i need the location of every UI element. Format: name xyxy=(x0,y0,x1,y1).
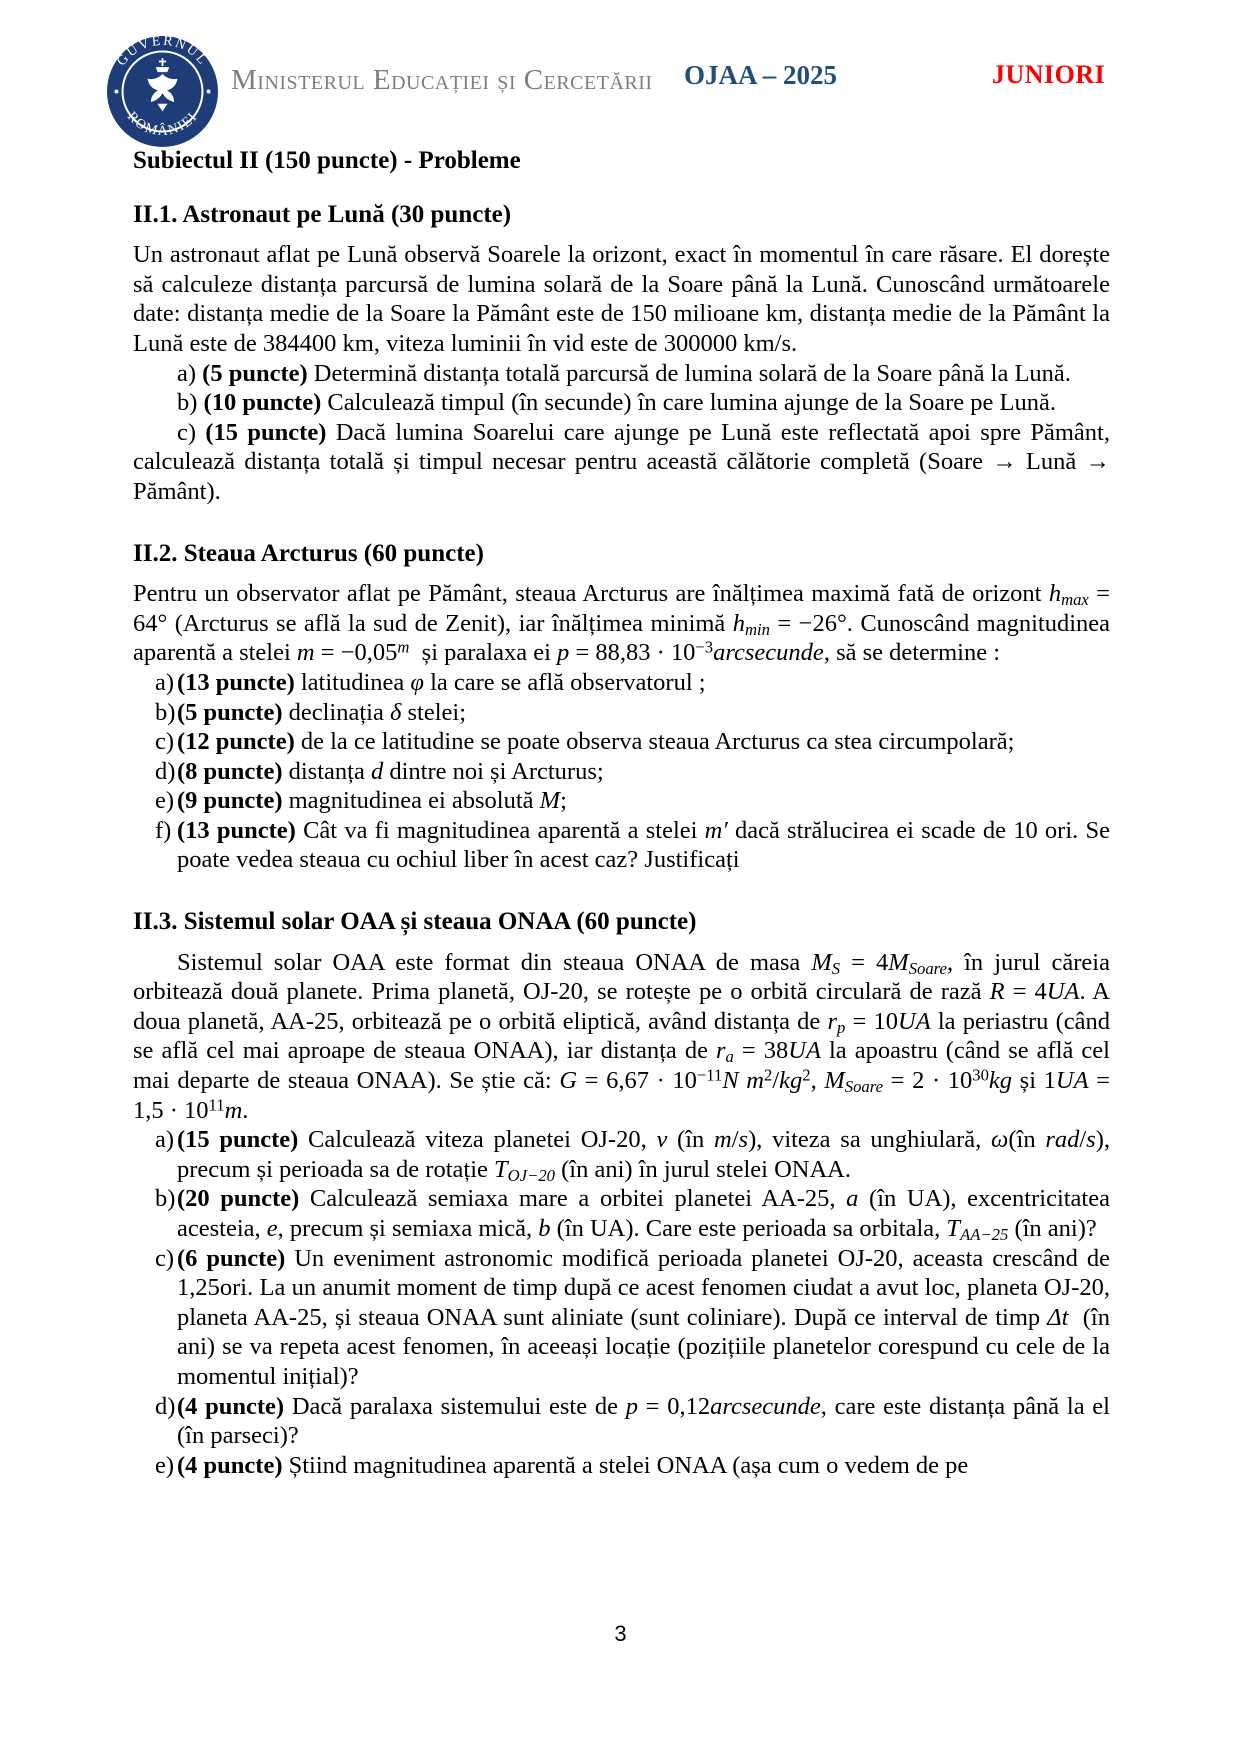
list-item-marker: d) xyxy=(155,757,176,785)
document-content xyxy=(133,146,1110,1480)
list-item xyxy=(155,786,1110,816)
paragraph: a) (5 puncte) Determină distanța totală parcursă de lumina solară de la Soare până la Lună. xyxy=(177,359,1071,387)
paragraph: Un astronaut aflat pe Lună observă Soarele la orizont, exact în momentul în care răsare. El dorește să calculeze distanța parcursă de lumina solară de la Soare până la Lună. Cunoscând următoarele date: distanța medie de la Soare la Pământ este de 150 milioane km, distanța medie de la Pământ la Lună este de 384400 km, viteza luminii în vid este de 300000 km/s. xyxy=(133,241,1110,357)
guvernul-romaniei-logo-icon xyxy=(107,36,218,147)
ministry-title: Ministerul Educației și Cercetării xyxy=(231,64,653,96)
list-item xyxy=(155,816,1110,875)
list-item xyxy=(155,668,1110,698)
paragraph: Pentru un observator aflat pe Pământ, steaua Arcturus are înălțimea maximă fată de orizont $h_{max} = 64^\circ$ (Arcturus se află la sud de Zenit), iar înălțimea minimă $h_{min} = -26^\circ$. Cunoscând magnitudinea aparentă a stelei $m = -0,05^m$ și paralaxa ei $p = 88,83 \cdot 10^{-3}arcsecunde$, să se determine : xyxy=(133,580,1110,667)
list-item xyxy=(155,757,1110,787)
paragraph: Sistemul solar OAA este format din steaua ONAA de masa $M_S = 4M_{Soare}$, în jurul căreia orbitează două planete. Prima planetă, OJ-20, se rotește pe o orbită circulară de rază R = 4UA. A doua planetă, AA-25, orbitează pe o orbită eliptică, având distanța de $r_p = 10UA$ la periastru (când se află cel mai aproape de steaua ONAA), iar distanța de $r_a = 38UA$ la apoastru (când se află cel mai departe de steaua ONAA). Se știe că: $G = 6,67 \cdot 10^{-11}N$ $m^2/kg^2$, $M_{Soare} = 2 \cdot 10^{30}kg$ și $1UA = 1,5 \cdot 10^{11}m$. xyxy=(133,948,1110,1124)
list-item-marker: b) xyxy=(155,698,176,726)
list-item-marker: e) xyxy=(155,787,175,815)
category-label: JUNIORI xyxy=(992,60,1106,89)
logo-bottom-text: ROMÂNIEI xyxy=(123,109,202,139)
list-item-text: (5 puncte) declinația δ stelei; xyxy=(177,698,466,726)
list-item-marker: b) xyxy=(155,1185,176,1213)
list-item-text: (13 puncte) latitudinea φ la care se află observatorul ; xyxy=(177,668,706,696)
list-item-marker: f) xyxy=(155,816,172,844)
list-item xyxy=(155,1392,1110,1451)
list-item-marker: c) xyxy=(155,1244,175,1272)
list-item xyxy=(155,1244,1110,1392)
list-item xyxy=(155,1125,1110,1184)
section-title: II.2. Steaua Arcturus (60 puncte) xyxy=(133,539,484,567)
list-item-marker: a) xyxy=(155,668,175,696)
list-item-text: (20 puncte) Calculează semiaxa mare a orbitei planetei AA-25, a (în UA), excentricitatea acesteia, e, precum și semiaxa mică, b (în UA). Care este perioada sa orbitala, $T_{AA-25}$ (în ani)? xyxy=(177,1185,1110,1245)
list-item-text: (8 puncte) distanța d dintre noi și Arcturus; xyxy=(177,757,604,785)
list-item-text: (6 puncte) Un eveniment astronomic modifică perioada planetei OJ-20, aceasta crescând de 1,25ori. La un anumit moment de timp după ce acest fenomen ciudat a avut loc, planeta OJ-20, planeta AA-25, și steaua ONAA sunt aliniate (sunt coliniare). După ce interval de timp Δt (în ani) se va repeta acest fenomen, în aceeași locație (pozițiile planetelor corespund cu cele de la momentul inițial)? xyxy=(177,1244,1110,1390)
list-item-text: (4 puncte) Dacă paralaxa sistemului este de p = 0,12arcsecunde, care este distanța până la el (în parseci)? xyxy=(177,1392,1110,1450)
list-item xyxy=(155,698,1110,728)
list-item-marker: a) xyxy=(155,1126,175,1154)
list-item-text: (15 puncte) Calculează viteza planetei OJ-20, v (în m/s), viteza sa unghiulară, ω(în rad/s), precum și perioada sa de rotație $T_{OJ-20}$ (în ani) în jurul stelei ONAA. xyxy=(177,1126,1111,1185)
logo-top-text: GUVERNUL xyxy=(114,36,211,70)
list-item-text: (4 puncte) Știind magnitudinea aparentă a stelei ONAA (așa cum o vedem de pe xyxy=(177,1451,969,1479)
list-item-marker: c) xyxy=(155,728,175,756)
list-item-marker: e) xyxy=(155,1451,175,1479)
document-heading: Subiectul II (150 puncte) - Probleme xyxy=(133,147,521,174)
section-title: II.3. Sistemul solar OAA și steaua ONAA (60 puncte) xyxy=(133,908,697,936)
page-number: 3 xyxy=(614,1621,627,1646)
list-item xyxy=(155,1184,1110,1243)
section-title: II.1. Astronaut pe Lună (30 puncte) xyxy=(133,200,512,228)
list-item-text: (12 puncte) de la ce latitudine se poate observa steaua Arcturus ca stea circumpolară; xyxy=(177,728,1015,756)
list-item-text: (13 puncte) Cât va fi magnitudinea aparentă a stelei m′ dacă strălucirea ei scade de 10 ori. Se poate vedea steaua cu ochiul liber în acest caz? Justificați xyxy=(177,816,1110,874)
paragraph: b) (10 puncte) Calculează timpul (în secunde) în care lumina ajunge de la Soare pe Lună. xyxy=(177,389,1056,417)
list-item-marker: d) xyxy=(155,1392,176,1420)
list-item xyxy=(155,727,1110,757)
event-title: OJAA – 2025 xyxy=(684,60,838,90)
sections xyxy=(133,200,1110,1481)
list-item xyxy=(155,1451,1110,1481)
paragraph: c) (15 puncte) Dacă lumina Soarelui care ajunge pe Lună este reflectată apoi spre Pământ, calculează distanța totală și timpul necesar pentru această călătorie completă (Soare → Lună → Pământ). xyxy=(133,418,1110,505)
list-item-text: (9 puncte) magnitudinea ei absolută M; xyxy=(177,787,567,815)
